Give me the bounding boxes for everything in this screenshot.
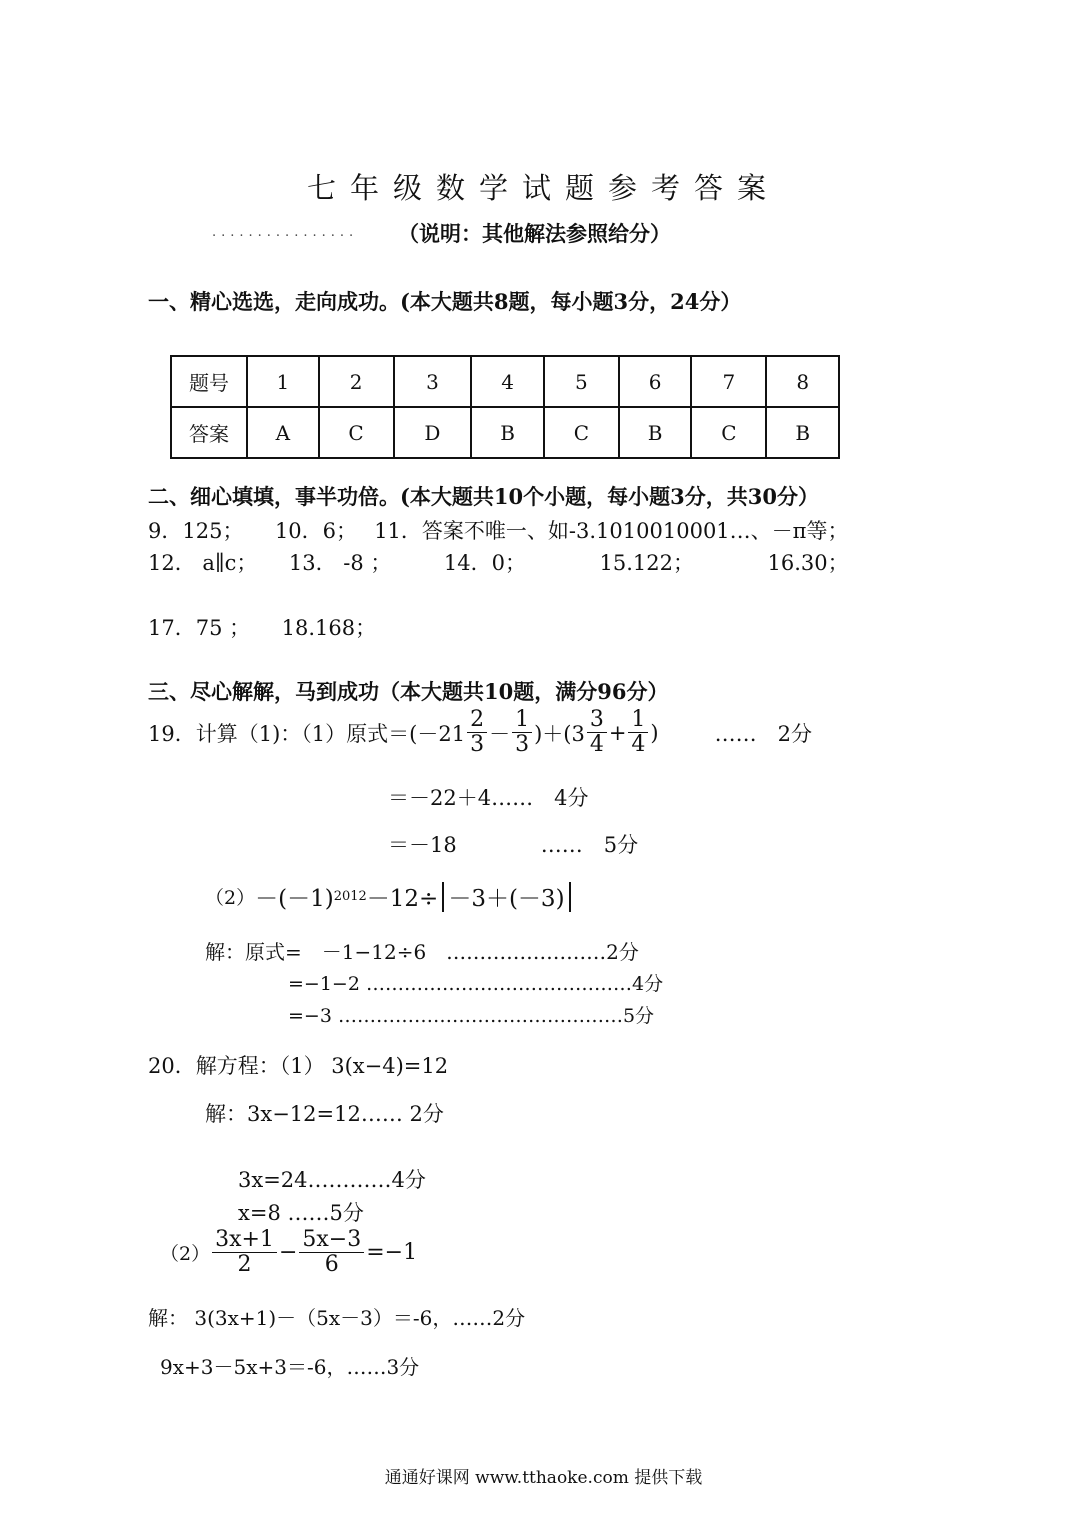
fraction [212,1228,277,1277]
fill-answers-line2: 12． a∥c； 13． -8 ； 14．0； 15.122； 16.30； [148,551,849,575]
score: …… 2分 [714,721,812,746]
fill-answers-line1: 9．125； 10．6； 11．答案不唯一、如-3.1010010001…、－π等； [148,519,849,543]
page-title: 七年级数学试题参考答案 [306,171,780,205]
q20-2-sol1: 解： 3(3x+1)－（5x－3）＝-6，……2分 [148,1306,526,1330]
q19-step3: ＝－18 …… 5分 [388,833,639,857]
note-text: （说明：其他解法参照给分） [398,221,671,246]
table-cell: 4 [471,356,544,407]
q19-part2 [205,880,575,913]
expr: －(－1) [255,886,334,912]
table-cell: B [619,407,692,458]
q19-2-sol2: =−1−2 ……………………………………4分 [288,973,664,995]
denominator: 4 [631,732,646,758]
section2-heading: 二、细心填填，事半功倍。(本大题共10个小题，每小题3分，共30分） [148,484,819,509]
fraction [467,708,487,757]
table-cell: 8 [766,356,839,407]
numerator: 1 [628,708,648,733]
section3-heading: 三、尽心解解，马到成功（本大题共10题，满分96分） [148,679,669,704]
table-cell: 3 [394,356,472,407]
q19-2-sol1: 解：原式= －1−12÷6 ……………………2分 [205,940,639,964]
q20-2-label: （2） [160,1243,211,1266]
q19-2-label: （2） [205,887,256,909]
operator: + [608,720,627,745]
abs-bar-right [569,882,571,912]
expr: －12÷ [366,886,439,912]
q19-2-sol3: =−3 ………………………………………5分 [288,1005,655,1027]
fraction [299,1228,364,1277]
table-cell: C [544,407,619,458]
denominator: 2 [237,1252,252,1278]
table-row [171,356,839,407]
footer-text: 通通好课网 www.tthaoke.com 提供下载 [384,1468,703,1488]
q20-2-sol2: 9x+3－5x+3＝-6，……3分 [160,1355,420,1379]
operator: － [489,721,511,746]
table-cell: B [471,407,544,458]
q19-part1 [148,708,812,757]
table-cell: 6 [619,356,692,407]
denominator: 4 [589,732,604,758]
fill-answers-line3: 17．75 ； 18.168； [148,616,377,640]
numerator: 1 [512,708,532,733]
numerator: 3 [587,708,607,733]
q20-1-sol2: 3x=24…………4分 [238,1168,426,1192]
denominator: 3 [515,732,530,758]
table-cell: 2 [319,356,394,407]
numerator: 3x+1 [212,1228,277,1253]
q20-part1: 20．解方程：（1） 3(x−4)=12 [148,1054,449,1078]
dotted-leader: ................ [212,225,359,240]
table-row [171,407,839,458]
fraction [587,708,607,757]
numerator: 5x−3 [299,1228,364,1253]
answer-table [170,355,840,459]
fraction [628,708,648,757]
table-cell: 7 [691,356,766,407]
fraction [512,708,532,757]
operator: − [278,1240,298,1266]
operator: ) [650,720,659,745]
table-cell: B [766,407,839,458]
q20-1-sol3: x=8 ……5分 [238,1201,364,1225]
table-cell: D [394,407,472,458]
table-cell: C [691,407,766,458]
table-cell: 1 [247,356,319,407]
numerator: 2 [467,708,487,733]
q20-part2 [160,1228,417,1277]
denominator: 6 [324,1252,339,1278]
q20-1-sol1: 解：3x−12=12…… 2分 [205,1102,444,1126]
operator: =−1 [366,1240,418,1266]
table-cell: A [247,407,319,458]
exponent: 2012 [333,889,367,904]
denominator: 3 [470,732,485,758]
expr: －3＋(－3) [448,886,565,912]
table-cell: 5 [544,356,619,407]
row-label: 答案 [171,407,247,458]
q19-step2: ＝－22＋4…… 4分 [388,786,589,810]
q19-prefix: 19．计算（1)：（1）原式＝(－21 [148,721,466,746]
operator: )＋(3 [534,721,585,746]
table-cell: C [319,407,394,458]
row-label: 题号 [171,356,247,407]
section1-heading: 一、精心选选，走向成功。(本大题共8题，每小题3分，24分） [148,289,742,314]
abs-bar-left [442,882,444,912]
